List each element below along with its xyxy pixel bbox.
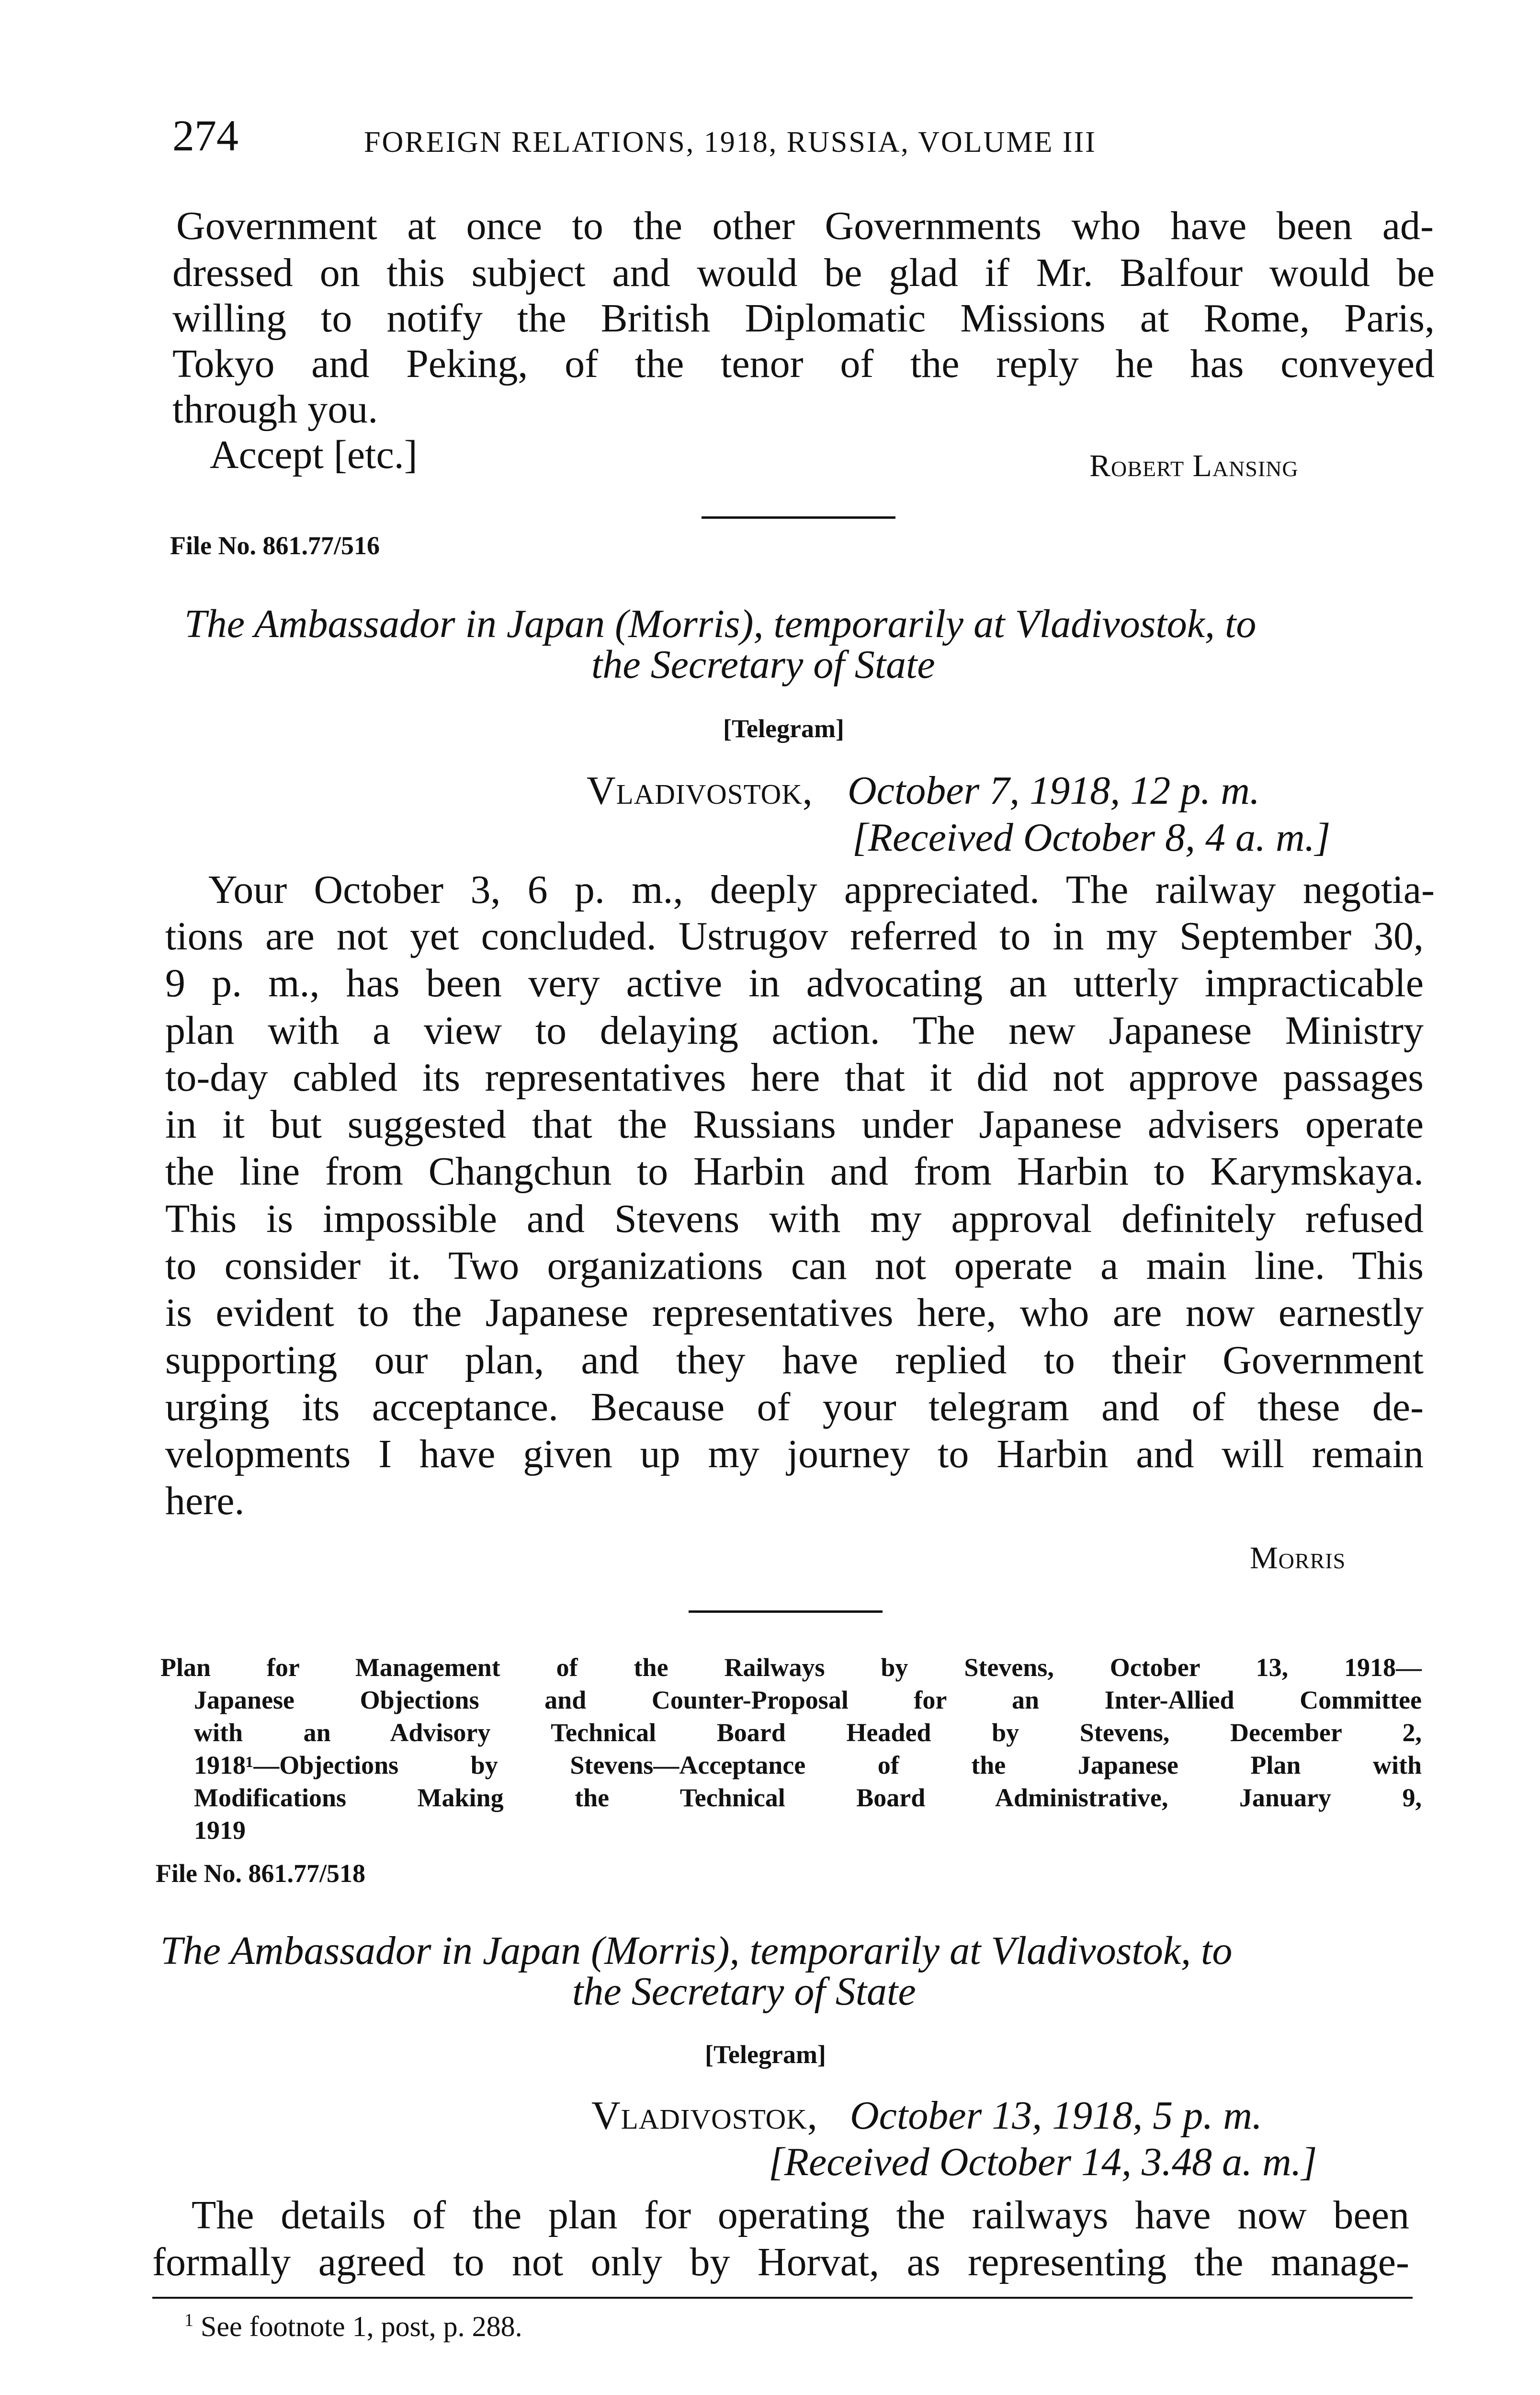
paragraph-line: velopments I have given up my journey to Harbin and will remain bbox=[165, 1432, 1424, 1476]
received-date: [Received October 8, 4 a. m.] bbox=[852, 815, 1331, 860]
running-title: FOREIGN RELATIONS, 1918, RUSSIA, VOLUME III bbox=[364, 126, 1097, 159]
file-number: File No. 861.77/518 bbox=[156, 1859, 365, 1888]
signature-morris: Morris bbox=[1250, 1540, 1346, 1575]
paragraph-line: Your October 3, 6 p. m., deeply appreciated. The railway negotia- bbox=[208, 867, 1435, 912]
letter-line: Tokyo and Peking, of the tenor of the reply he has conveyed bbox=[172, 342, 1435, 386]
section-heading-line: 1918¹—Objections by Stevens—Acceptance of the Japanese Plan with bbox=[194, 1751, 1422, 1779]
paragraph-line: tions are not yet concluded. Ustrugov referred to in my September 30, bbox=[165, 914, 1424, 958]
section-heading-line: with an Advisory Technical Board Headed by Stevens, December 2, bbox=[194, 1718, 1422, 1747]
letter-line: Government at once to the other Governments who have been ad- bbox=[176, 204, 1434, 248]
paragraph-line: supporting our plan, and they have replied to their Government bbox=[165, 1338, 1424, 1382]
paragraph-line: The details of the plan for operating the railways have now been bbox=[192, 2193, 1409, 2237]
file-number: File No. 861.77/516 bbox=[170, 531, 380, 560]
section-heading-line: Japanese Objections and Counter-Proposal for an Inter-Allied Committee bbox=[194, 1686, 1422, 1714]
section-heading-line: 1919 bbox=[194, 1816, 246, 1845]
paragraph-line: urging its acceptance. Because of your telegram and of these de- bbox=[165, 1385, 1424, 1429]
separator-rule bbox=[689, 1610, 883, 1613]
paragraph-line: formally agreed to not only by Horvat, as representing the manage- bbox=[152, 2240, 1409, 2284]
paragraph-line: to consider it. Two organizations can not operate a main line. This bbox=[165, 1243, 1424, 1288]
telegram-label: [Telegram] bbox=[705, 2040, 826, 2069]
date: October 7, 1918, 12 p. m. bbox=[848, 768, 1260, 813]
document-title: the Secretary of State bbox=[591, 642, 935, 687]
footnote bbox=[184, 2310, 522, 2343]
telegram-label: [Telegram] bbox=[723, 714, 844, 743]
signature-lansing: Robert Lansing bbox=[1089, 448, 1299, 483]
paragraph-line: here. bbox=[165, 1479, 245, 1523]
paragraph-line: the line from Changchun to Harbin and from Harbin to Karymskaya. bbox=[165, 1149, 1424, 1194]
paragraph-line: plan with a view to delaying action. The new Japanese Ministry bbox=[165, 1008, 1424, 1053]
section-heading-line: Plan for Management of the Railways by Stevens, October 13, 1918— bbox=[160, 1653, 1422, 1682]
paragraph-line: 9 p. m., has been very active in advocating an utterly impracticable bbox=[165, 961, 1424, 1005]
paragraph-line: in it but suggested that the Russians under Japanese advisers operate bbox=[165, 1102, 1424, 1147]
paragraph-line: is evident to the Japanese representatives here, who are now earnestly bbox=[165, 1290, 1424, 1335]
letter-closing: Accept [etc.] bbox=[210, 433, 418, 477]
place: Vladivostok, bbox=[591, 2093, 818, 2138]
paragraph-line: to-day cabled its representatives here that it did not approve passages bbox=[165, 1055, 1424, 1100]
place: Vladivostok, bbox=[587, 768, 813, 813]
footnote-text: See footnote 1, post, p. 288. bbox=[201, 2311, 522, 2342]
letter-line: through you. bbox=[172, 387, 378, 432]
document-title: the Secretary of State bbox=[572, 1969, 916, 2014]
letter-line: dressed on this subject and would be glad if Mr. Balfour would be bbox=[172, 251, 1435, 295]
received-date: [Received October 14, 3.48 a. m.] bbox=[769, 2140, 1317, 2184]
document-title: The Ambassador in Japan (Morris), temporarily at Vladivostok, to bbox=[160, 1928, 1233, 1973]
paragraph-line: This is impossible and Stevens with my approval definitely refused bbox=[165, 1197, 1424, 1241]
footnote-marker: 1 bbox=[184, 2310, 193, 2330]
page-number: 274 bbox=[172, 111, 238, 160]
document-title: The Ambassador in Japan (Morris), temporarily at Vladivostok, to bbox=[184, 602, 1257, 646]
footnote-rule bbox=[152, 2297, 1413, 2299]
separator-rule bbox=[702, 516, 895, 519]
section-heading-line: Modifications Making the Technical Board Administrative, January 9, bbox=[194, 1783, 1422, 1812]
date: October 13, 1918, 5 p. m. bbox=[850, 2093, 1262, 2138]
letter-line: willing to notify the British Diplomatic Missions at Rome, Paris, bbox=[172, 296, 1435, 341]
